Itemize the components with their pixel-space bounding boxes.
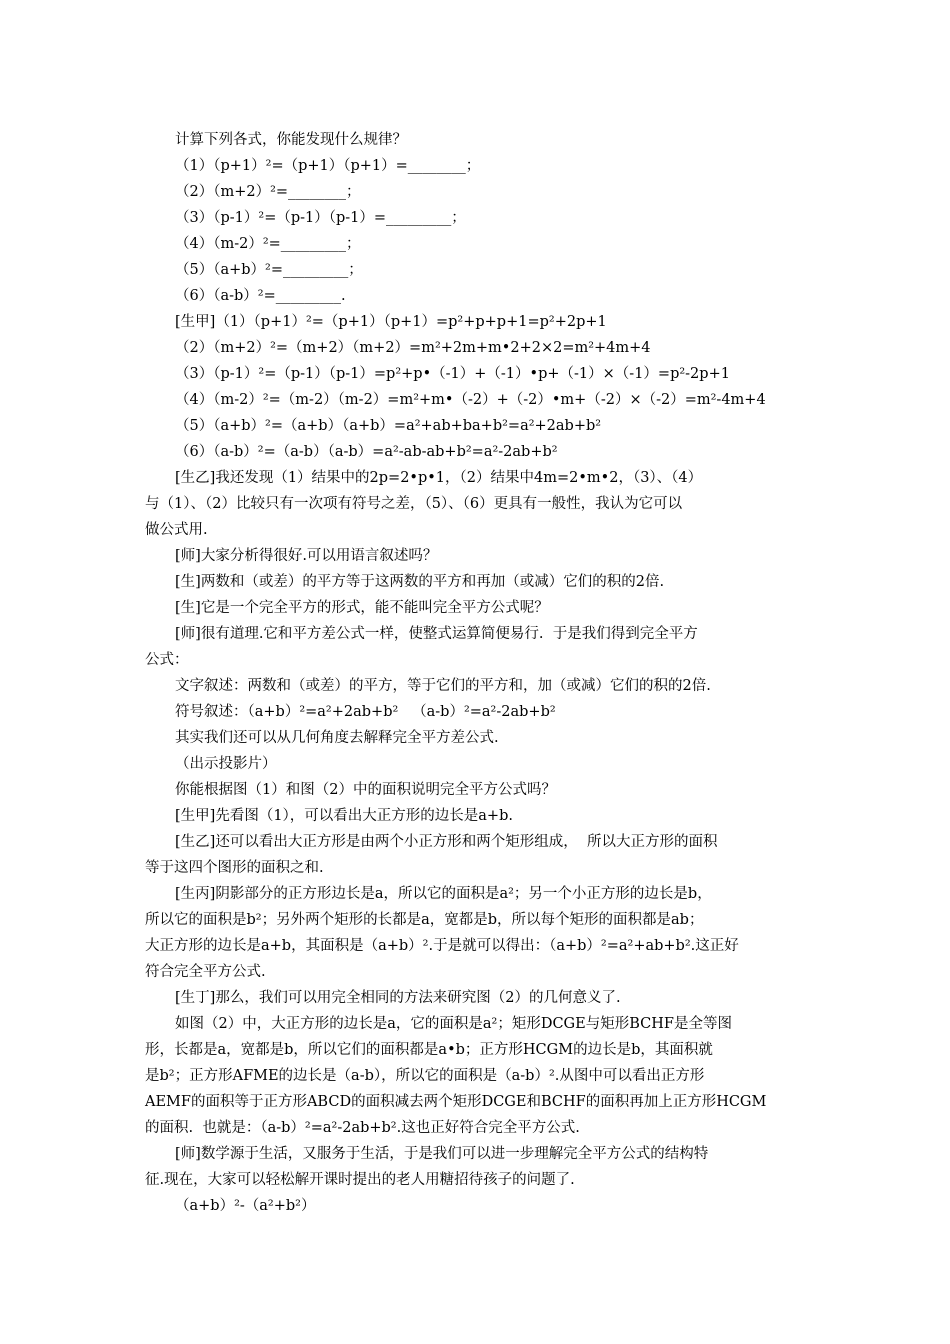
paragraph-line: 大正方形的边长是a+b，其面积是（a+b）².于是就可以得出：（a+b）²=a²+ab+b².这正好 bbox=[145, 938, 739, 954]
paragraph-line: AEMF的面积等于正方形ABCD的面积减去两个矩形DCGE和BCHF的面积再加上正方形HCGM bbox=[145, 1094, 767, 1110]
paragraph-line: 做公式用. bbox=[145, 522, 208, 538]
paragraph-line: [生乙]我还发现（1）结果中的2p=2•p•1，（2）结果中4m=2•m•2，（3）、（4） bbox=[175, 470, 703, 486]
paragraph-line: [生丁]那么，我们可以用完全相同的方法来研究图（2）的几何意义了. bbox=[175, 990, 621, 1006]
paragraph-line: [师]很有道理.它和平方差公式一样，使整式运算简便易行. 于是我们得到完全平方 bbox=[175, 626, 698, 642]
final-expression: （a+b）²-（a²+b²） bbox=[175, 1198, 316, 1214]
paragraph-line: 其实我们还可以从几何角度去解释完全平方差公式. bbox=[175, 730, 499, 746]
answer-3: （3）（p-1）²=（p-1）（p-1）=p²+p•（-1）+（-1）•p+（-1）×（-1）=p²-2p+1 bbox=[175, 366, 730, 382]
answer-1: [生甲]（1）（p+1）²=（p+1）（p+1）=p²+p+p+1=p²+2p+1 bbox=[175, 314, 607, 330]
exercise-1: （1）（p+1）²=（p+1）（p+1）=________； bbox=[175, 158, 481, 174]
paragraph-line: [生乙]还可以看出大正方形是由两个小正方形和两个矩形组成， 所以大正方形的面积 bbox=[175, 834, 718, 850]
paragraph-line: 公式： bbox=[145, 652, 189, 668]
exercise-6: （6）（a-b）²=_________. bbox=[175, 288, 346, 304]
paragraph-line: [生丙]阴影部分的正方形边长是a，所以它的面积是a²；另一个小正方形的边长是b， bbox=[175, 886, 712, 902]
paragraph-line: 你能根据图（1）和图（2）中的面积说明完全平方公式吗？ bbox=[175, 782, 556, 798]
paragraph-line: 所以它的面积是b²；另外两个矩形的长都是a，宽都是b，所以每个矩形的面积都是ab； bbox=[145, 912, 704, 928]
paragraph-line: 符合完全平方公式. bbox=[145, 964, 266, 980]
paragraph-line: 形，长都是a，宽都是b，所以它们的面积都是a•b；正方形HCGM的边长是b，其面积就 bbox=[145, 1042, 713, 1058]
exercise-2: （2）（m+2）²=________； bbox=[175, 184, 361, 200]
paragraph-line: 等于这四个图形的面积之和. bbox=[145, 860, 324, 876]
paragraph-line: 如图（2）中，大正方形的边长是a，它的面积是a²；矩形DCGE与矩形BCHF是全等图 bbox=[175, 1016, 732, 1032]
paragraph-line: [师]大家分析得很好.可以用语言叙述吗？ bbox=[175, 548, 438, 564]
paragraph-line: 与（1）、（2）比较只有一次项有符号之差，（5）、（6）更具有一般性，我认为它可以 bbox=[145, 496, 683, 512]
text-statement: 文字叙述：两数和（或差）的平方，等于它们的平方和，加（或减）它们的积的2倍. bbox=[175, 678, 711, 694]
paragraph-line: [生]它是一个完全平方的形式，能不能叫完全平方公式呢？ bbox=[175, 600, 549, 616]
answer-5: （5）（a+b）²=（a+b）（a+b）=a²+ab+ba+b²=a²+2ab+b² bbox=[175, 418, 602, 434]
paragraph-line: 征.现在，大家可以轻松解开课时提出的老人用糖招待孩子的问题了. bbox=[145, 1172, 575, 1188]
paragraph-line: [师]数学源于生活，又服务于生活，于是我们可以进一步理解完全平方公式的结构特 bbox=[175, 1146, 709, 1162]
exercise-3: （3）（p-1）²=（p-1）（p-1）=_________； bbox=[175, 210, 466, 226]
exercise-4: （4）（m-2）²=_________； bbox=[175, 236, 361, 252]
paragraph-line: （出示投影片） bbox=[175, 756, 277, 772]
answer-2: （2）（m+2）²=（m+2）（m+2）=m²+2m+m•2+2×2=m²+4m+4 bbox=[175, 340, 651, 356]
answer-6: （6）（a-b）²=（a-b）（a-b）=a²-ab-ab+b²=a²-2ab+b² bbox=[175, 444, 558, 460]
paragraph-line: 的面积. 也就是：（a-b）²=a²-2ab+b².这也正好符合完全平方公式. bbox=[145, 1120, 580, 1136]
exercise-5: （5）（a+b）²=_________； bbox=[175, 262, 363, 278]
paragraph-line: 是b²；正方形AFME的边长是（a-b），所以它的面积是（a-b）².从图中可以看出正方形 bbox=[145, 1068, 705, 1084]
paragraph-line: [生甲]先看图（1），可以看出大正方形的边长是a+b. bbox=[175, 808, 513, 824]
symbol-statement: 符号叙述：（a+b）²=a²+2ab+b² （a-b）²=a²-2ab+b² bbox=[175, 704, 556, 720]
answer-4: （4）（m-2）²=（m-2）（m-2）=m²+m•（-2）+（-2）•m+（-2）×（-2）=m²-4m+4 bbox=[175, 392, 766, 408]
paragraph-line: [生]两数和（或差）的平方等于这两数的平方和再加（或减）它们的积的2倍. bbox=[175, 574, 665, 590]
intro-question: 计算下列各式，你能发现什么规律？ bbox=[175, 132, 407, 148]
